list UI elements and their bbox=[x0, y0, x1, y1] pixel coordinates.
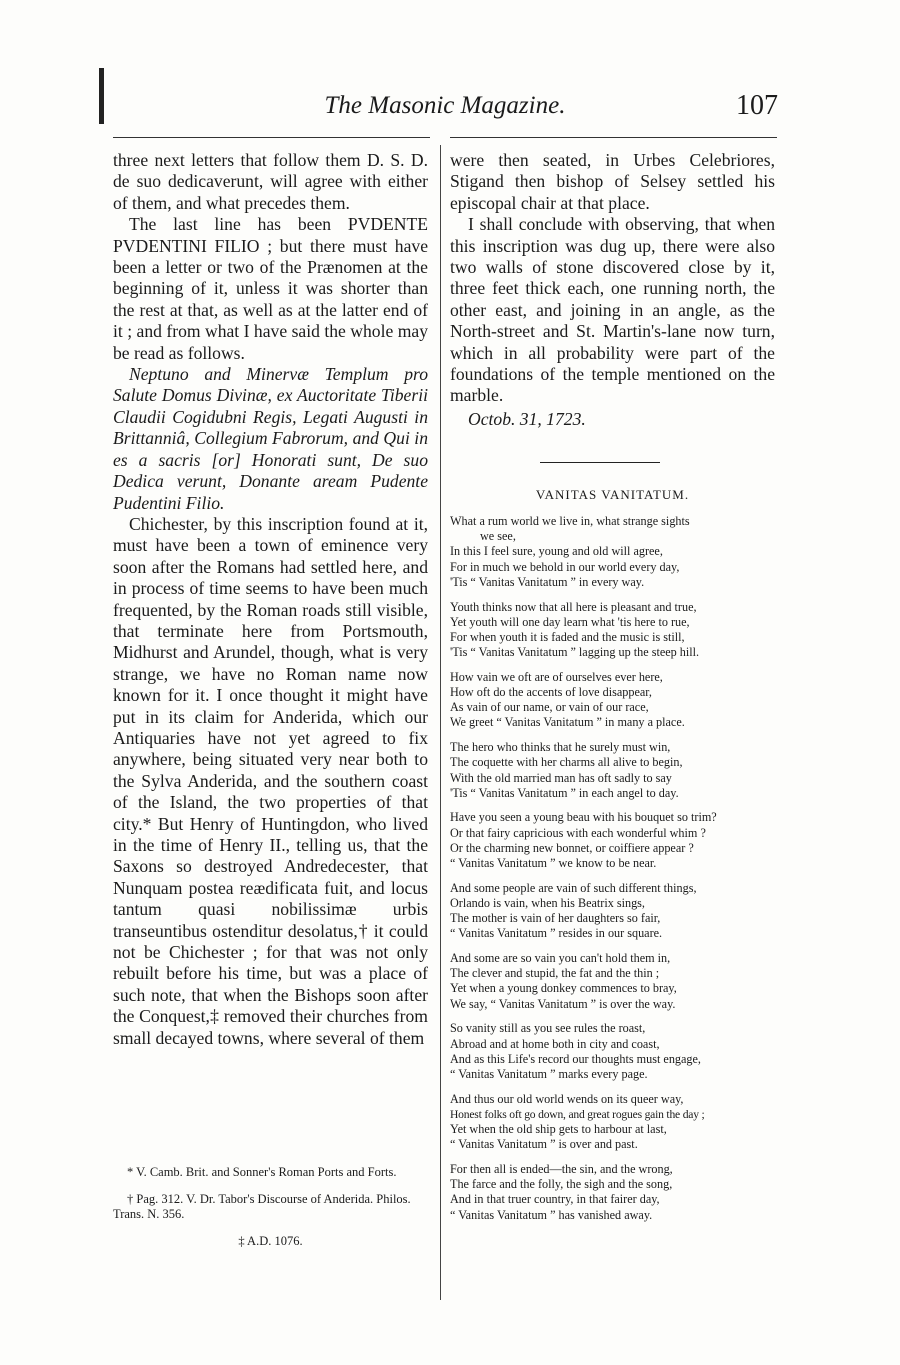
poem-line: “ Vanitas Vanitatum ” has vanished away. bbox=[450, 1207, 653, 1222]
poem-stanza bbox=[450, 600, 780, 661]
poem-line: Honest folks oft go down, and great rogues gain the day ; bbox=[450, 1107, 705, 1121]
scan-edge-mark bbox=[99, 68, 104, 124]
header-rule-left bbox=[113, 137, 430, 138]
poem-line: As vain of our name, or vain of our race, bbox=[450, 700, 649, 715]
running-title: The Masonic Magazine. bbox=[324, 92, 566, 119]
poem-line: we see, bbox=[480, 529, 516, 544]
poem-stanza bbox=[450, 1021, 780, 1082]
poem-line: Youth thinks now that all here is pleasant and true, bbox=[450, 599, 697, 614]
poem-line: “ Vanitas Vanitatum ” resides in our square. bbox=[450, 926, 663, 941]
poem-line: And in that truer country, in that fairer day, bbox=[450, 1192, 660, 1207]
footnotes bbox=[113, 1165, 428, 1261]
page-header bbox=[112, 86, 778, 126]
poem-line: In this I feel sure, young and old will agree, bbox=[450, 544, 663, 559]
footnote-2: † Pag. 312. V. Dr. Tabor's Discourse of Anderida. Philos. Trans. N. 356. bbox=[113, 1192, 411, 1221]
right-column bbox=[450, 150, 775, 430]
poem-line: For then all is ended—the sin, and the wrong, bbox=[450, 1162, 673, 1177]
poem-line: How oft do the accents of love disappear, bbox=[450, 685, 652, 700]
poem-line: What a rum world we live in, what strange sights bbox=[450, 514, 690, 528]
poem-stanza bbox=[450, 670, 780, 731]
poem-title: VANITAS VANITATUM. bbox=[535, 487, 690, 502]
poem-line: And some people are vain of such different things, bbox=[450, 880, 697, 895]
poem-line: Or the charming new bonnet, or coiffiere appear ? bbox=[450, 840, 694, 855]
footnote-1: * V. Camb. Brit. and Sonner's Roman Ports and Forts. bbox=[127, 1165, 397, 1179]
poem-stanza bbox=[450, 1162, 780, 1223]
poem-stanza bbox=[450, 1092, 780, 1153]
poem-line: The farce and the folly, the sigh and the song, bbox=[450, 1177, 673, 1192]
poem-line: We say, “ Vanitas Vanitatum ” is over the way. bbox=[450, 996, 676, 1011]
left-paragraph-4: Chichester, by this inscription found at it, must have been a town of eminence very soon after the Romans had settled here, and in process of time seems to have been much frequented, by the Roman roads still visible, that terminate here from Portsmouth, Midhurst and Arundel, though, what is very strange, we have no Roman name now known for it. I once thought it might have put in its claim for Anderida, which our Antiquaries have not yet agreed to fix anywhere, being situated very near both to the Sylva Anderida, and the southern coast of the Island, the two properties of that city.* But Henry of Huntingdon, who lived in the time of Henry II., telling us, that the Saxons so destroyed Andredecester, that Nunquam postea reædificata fuit, and locus tantum quasi nobilissimæ urbis transeuntibus ostenditur desolatus,† it could not be Chichester ; for that was not only rebuilt before his time, but was a place of such note, that when the Bishops soon after the Conquest,‡ removed their churches from small decayed towns, where several of them bbox=[113, 513, 428, 1048]
poem-line: The coquette with her charms all alive to begin, bbox=[450, 755, 683, 770]
poem-stanza bbox=[450, 881, 780, 942]
poem-line: How vain we oft are of ourselves ever here, bbox=[450, 669, 663, 684]
poem-line: For when youth it is faded and the music is still, bbox=[450, 629, 685, 644]
poem-stanza bbox=[450, 514, 780, 590]
signoff-date: Octob. 31, 1723. bbox=[468, 408, 586, 429]
right-paragraph-1: were then seated, in Urbes Celebriores, Stigand then bishop of Selsey settled his episcopal chair at that place. bbox=[450, 150, 775, 213]
poem-line: “ Vanitas Vanitatum ” is over and past. bbox=[450, 1137, 638, 1152]
poem bbox=[450, 514, 780, 1232]
poem-line: 'Tis “ Vanitas Vanitatum ” lagging up the steep hill. bbox=[450, 645, 700, 660]
poem-line: “ Vanitas Vanitatum ” we know to be near. bbox=[450, 856, 657, 871]
poem-stanza bbox=[450, 740, 780, 801]
poem-line: Have you seen a young beau with his bouquet so trim? bbox=[450, 810, 717, 825]
poem-line: And some are so vain you can't hold them in, bbox=[450, 951, 671, 966]
column-divider bbox=[440, 145, 441, 1300]
poem-line: For in much we behold in our world every day, bbox=[450, 559, 680, 574]
poem-line: The mother is vain of her daughters so fair, bbox=[450, 911, 661, 926]
poem-line: 'Tis “ Vanitas Vanitatum ” in every way. bbox=[450, 574, 645, 589]
poem-line: And as this Life's record our thoughts must engage, bbox=[450, 1051, 701, 1066]
poem-line: Or that fairy capricious with each wonderful whim ? bbox=[450, 825, 706, 840]
header-rule-right bbox=[450, 137, 777, 138]
poem-line: With the old married man has oft sadly to say bbox=[450, 770, 672, 785]
poem-line: Orlando is vain, when his Beatrix sings, bbox=[450, 895, 645, 910]
poem-line: Abroad and at home both in city and coast, bbox=[450, 1036, 660, 1051]
footnote-3: ‡ A.D. 1076. bbox=[238, 1234, 303, 1248]
poem-line: Yet when the old ship gets to harbour at last, bbox=[450, 1122, 667, 1137]
section-divider bbox=[540, 462, 660, 463]
poem-line: The clever and stupid, the fat and the thin ; bbox=[450, 966, 660, 981]
left-column bbox=[113, 150, 428, 1049]
poem-line: “ Vanitas Vanitatum ” marks every page. bbox=[450, 1067, 648, 1081]
poem-line: Yet when a young donkey commences to bray, bbox=[450, 981, 677, 996]
left-paragraph-2: The last line has been PVDENTE PVDENTINI FILIO ; but there must have been a letter or two of the Prænomen at the beginning of it, unless it was shorter than the rest at that, as well as at the latter end of it ; and from what I have said the whole may be read as follows. bbox=[113, 214, 428, 363]
page-number: 107 bbox=[736, 90, 778, 121]
poem-stanza bbox=[450, 810, 780, 871]
poem-line: Yet youth will one day learn what 'tis here to rue, bbox=[450, 614, 690, 629]
poem-stanza bbox=[450, 951, 780, 1012]
right-paragraph-2: I shall conclude with observing, that when this inscription was dug up, there were also two walls of stone discovered close by it, three feet thick each, one running north, the other east, and joining in an angle, as the North-street and St. Martin's-lane now turn, which in all probability were part of the foundations of the temple mentioned on the marble. bbox=[450, 214, 775, 406]
poem-line: 'Tis “ Vanitas Vanitatum ” in each angel to day. bbox=[450, 785, 679, 800]
poem-line: And thus our old world wends on its queer way, bbox=[450, 1091, 684, 1106]
poem-line: So vanity still as you see rules the roast, bbox=[450, 1021, 646, 1036]
latin-reading: Neptuno and Minervæ Templum pro Salute Domus Divinæ, ex Auctoritate Tiberii Claudii Cogidubni Regis, Legati Augusti in Brittanniâ, Collegium Fabrorum, and Qui in es a sacris [or] Honorati sunt, De suo Dedica verunt, Donante aream Pudente Pudentini Filio. bbox=[113, 364, 428, 513]
poem-line: The hero who thinks that he surely must win, bbox=[450, 740, 671, 755]
left-paragraph-1: three next letters that follow them D. S. D. de suo dedicaverunt, will agree with either of them, and what precedes them. bbox=[113, 150, 428, 213]
poem-line: We greet “ Vanitas Vanitatum ” in many a place. bbox=[450, 715, 685, 730]
